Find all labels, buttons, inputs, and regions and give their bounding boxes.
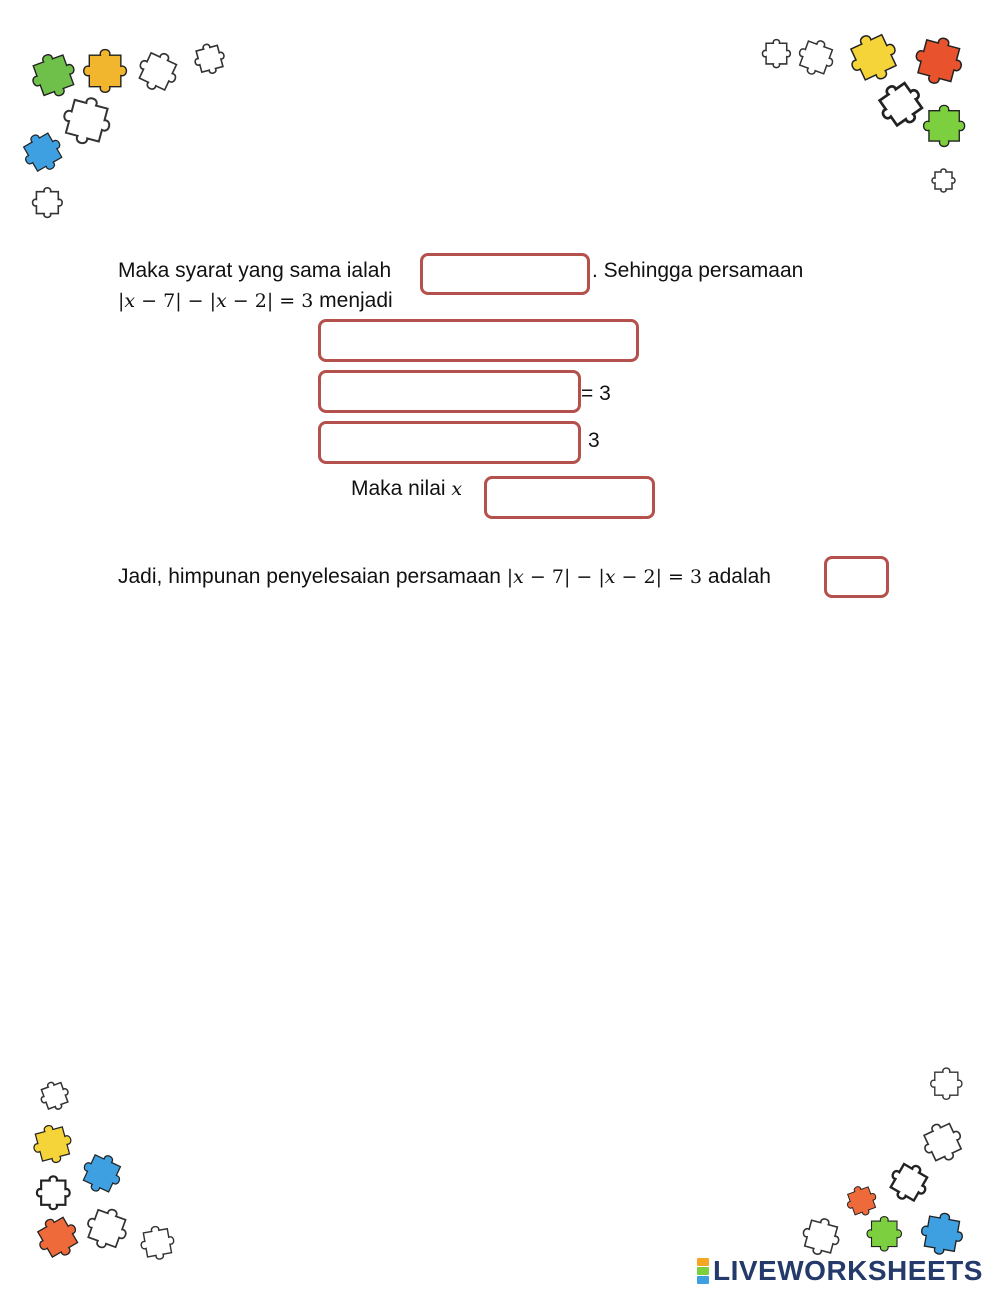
syarat-prefix: Maka syarat yang sama ialah: [118, 259, 392, 282]
conclusion-line: [118, 566, 771, 587]
puzzle-outline-icon: [928, 1064, 966, 1102]
step2-suffix: = 3: [581, 382, 611, 405]
x-variable: x: [451, 478, 463, 500]
puzzle-yellow-icon: [30, 1120, 76, 1166]
puzzle-outline-icon: [136, 48, 182, 94]
puzzle-outline-icon: [60, 92, 116, 148]
puzzle-yellow-icon: [80, 44, 132, 96]
puzzle-outline-icon: [34, 1172, 74, 1212]
conclusion-equation: |x − 7| − |x − 2| = 3: [506, 566, 703, 588]
puzzle-outline-icon: [84, 1204, 132, 1252]
puzzle-outline-icon: [138, 1222, 178, 1262]
syarat-answer-input[interactable]: [420, 253, 590, 295]
puzzle-red-icon: [34, 1212, 82, 1260]
puzzle-blue-icon: [918, 1208, 968, 1258]
conclusion-suffix: adalah: [707, 565, 771, 588]
puzzle-yellow-icon: [846, 28, 902, 84]
puzzle-blue-icon: [20, 128, 66, 174]
puzzle-outline-icon: [760, 36, 794, 70]
puzzle-blue-icon: [80, 1150, 126, 1196]
step2-answer-input[interactable]: [318, 370, 581, 413]
equation-line: [118, 290, 393, 311]
logo-tiles-icon: [697, 1258, 709, 1284]
puzzle-outline-icon: [192, 40, 228, 76]
conclusion-prefix: Jadi, himpunan penyelesaian persamaan: [118, 565, 501, 588]
step3-answer-input[interactable]: [318, 421, 581, 464]
nilai-label: Maka nilai x: [351, 477, 463, 500]
puzzle-outline-icon: [30, 184, 66, 220]
puzzle-outline-icon: [876, 78, 926, 128]
puzzle-outline-icon: [888, 1160, 932, 1204]
liveworksheets-logo: [697, 1255, 983, 1287]
step1-answer-input[interactable]: [318, 319, 639, 362]
puzzle-outline-icon: [930, 166, 958, 194]
puzzle-green-icon: [864, 1212, 906, 1254]
menjadi-text: menjadi: [319, 289, 393, 312]
logo-text: LIVEWORKSHEETS: [713, 1255, 983, 1286]
puzzle-green-icon: [920, 100, 970, 150]
nilai-x-answer-input[interactable]: [484, 476, 655, 519]
puzzle-outline-icon: [920, 1118, 966, 1164]
step3-suffix: 3: [588, 429, 600, 452]
puzzle-outline-icon: [38, 1078, 72, 1112]
himpunan-answer-input[interactable]: [824, 556, 889, 598]
syarat-suffix: . Sehingga persamaan: [592, 259, 804, 282]
equation-math: |x − 7| − |x − 2| = 3: [118, 290, 314, 312]
puzzle-outline-icon: [800, 1214, 844, 1258]
puzzle-outline-icon: [796, 36, 838, 78]
